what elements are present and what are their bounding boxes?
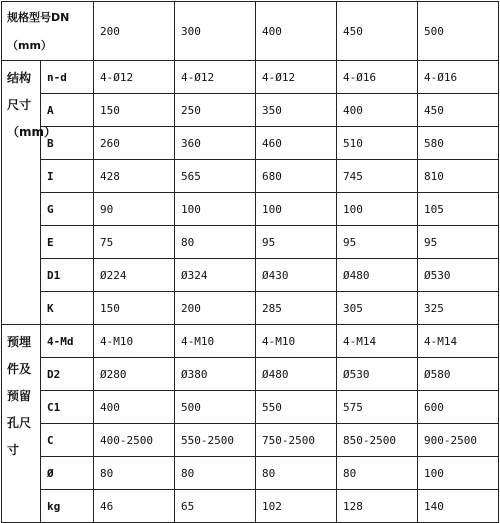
value-cell: 100	[418, 457, 499, 490]
value-cell: 102	[256, 490, 337, 523]
table-row	[2, 457, 499, 490]
value-cell: 95	[418, 226, 499, 259]
value-cell: 285	[256, 292, 337, 325]
value-cell: 4-Ø16	[418, 61, 499, 94]
value-cell: 428	[94, 160, 175, 193]
value-cell: 680	[256, 160, 337, 193]
value-cell: 550-2500	[175, 424, 256, 457]
param-label: C1	[41, 391, 94, 424]
value-cell: 510	[337, 127, 418, 160]
value-cell: 105	[418, 193, 499, 226]
value-cell: 750-2500	[256, 424, 337, 457]
value-cell: Ø530	[337, 358, 418, 391]
size-header: 500	[418, 2, 499, 61]
param-label: I	[41, 160, 94, 193]
value-cell: 4-Ø12	[175, 61, 256, 94]
value-cell: 100	[175, 193, 256, 226]
param-label: A	[41, 94, 94, 127]
param-label: D2	[41, 358, 94, 391]
param-label: Ø	[41, 457, 94, 490]
value-cell: 80	[94, 457, 175, 490]
value-cell: Ø480	[256, 358, 337, 391]
value-cell: 4-Ø12	[94, 61, 175, 94]
value-cell: 400	[94, 391, 175, 424]
param-label: kg	[41, 490, 94, 523]
value-cell: 100	[256, 193, 337, 226]
group-label: 结构尺寸（mm）	[2, 61, 41, 325]
value-cell: 4-M10	[94, 325, 175, 358]
value-cell: Ø324	[175, 259, 256, 292]
value-cell: 250	[175, 94, 256, 127]
value-cell: Ø430	[256, 259, 337, 292]
spec-table	[1, 1, 499, 523]
value-cell: Ø280	[94, 358, 175, 391]
value-cell: 4-M10	[256, 325, 337, 358]
value-cell: 80	[256, 457, 337, 490]
value-cell: 4-Ø12	[256, 61, 337, 94]
value-cell: Ø224	[94, 259, 175, 292]
value-cell: 4-M10	[175, 325, 256, 358]
header-row	[2, 2, 499, 61]
table-row	[2, 358, 499, 391]
value-cell: 65	[175, 490, 256, 523]
value-cell: 500	[175, 391, 256, 424]
value-cell: 350	[256, 94, 337, 127]
size-header: 300	[175, 2, 256, 61]
param-label: K	[41, 292, 94, 325]
param-label: D1	[41, 259, 94, 292]
table-row	[2, 292, 499, 325]
value-cell: 565	[175, 160, 256, 193]
value-cell: 450	[418, 94, 499, 127]
value-cell: 100	[337, 193, 418, 226]
param-label: G	[41, 193, 94, 226]
value-cell: 575	[337, 391, 418, 424]
table-row	[2, 259, 499, 292]
value-cell: 900-2500	[418, 424, 499, 457]
value-cell: 460	[256, 127, 337, 160]
value-cell: 150	[94, 94, 175, 127]
size-header: 400	[256, 2, 337, 61]
value-cell: 140	[418, 490, 499, 523]
value-cell: 4-M14	[337, 325, 418, 358]
value-cell: 90	[94, 193, 175, 226]
table-row	[2, 391, 499, 424]
value-cell: 75	[94, 226, 175, 259]
value-cell: 550	[256, 391, 337, 424]
value-cell: 200	[175, 292, 256, 325]
value-cell: 95	[256, 226, 337, 259]
value-cell: 4-M14	[418, 325, 499, 358]
param-label: 4-Md	[41, 325, 94, 358]
value-cell: Ø580	[418, 358, 499, 391]
param-label: n-d	[41, 61, 94, 94]
table-row	[2, 226, 499, 259]
table-row	[2, 193, 499, 226]
table-row	[2, 127, 499, 160]
size-header: 450	[337, 2, 418, 61]
value-cell: 850-2500	[337, 424, 418, 457]
value-cell: 260	[94, 127, 175, 160]
table-row	[2, 94, 499, 127]
value-cell: 580	[418, 127, 499, 160]
value-cell: 80	[175, 457, 256, 490]
table-row	[2, 61, 499, 94]
value-cell: 325	[418, 292, 499, 325]
value-cell: 745	[337, 160, 418, 193]
param-label: B	[41, 127, 94, 160]
param-label: C	[41, 424, 94, 457]
value-cell: 80	[337, 457, 418, 490]
value-cell: 46	[94, 490, 175, 523]
table-row	[2, 490, 499, 523]
value-cell: 150	[94, 292, 175, 325]
header-label: 规格型号DN（mm）	[2, 2, 94, 61]
value-cell: 305	[337, 292, 418, 325]
table-row	[2, 160, 499, 193]
table-row	[2, 325, 499, 358]
value-cell: Ø380	[175, 358, 256, 391]
size-header: 200	[94, 2, 175, 61]
value-cell: 128	[337, 490, 418, 523]
value-cell: 80	[175, 226, 256, 259]
value-cell: 600	[418, 391, 499, 424]
param-label: E	[41, 226, 94, 259]
table-row	[2, 424, 499, 457]
value-cell: 95	[337, 226, 418, 259]
value-cell: Ø480	[337, 259, 418, 292]
value-cell: Ø530	[418, 259, 499, 292]
value-cell: 400-2500	[94, 424, 175, 457]
value-cell: 4-Ø16	[337, 61, 418, 94]
value-cell: 810	[418, 160, 499, 193]
value-cell: 360	[175, 127, 256, 160]
value-cell: 400	[337, 94, 418, 127]
group-label: 预埋件及预留孔尺寸	[2, 325, 41, 523]
